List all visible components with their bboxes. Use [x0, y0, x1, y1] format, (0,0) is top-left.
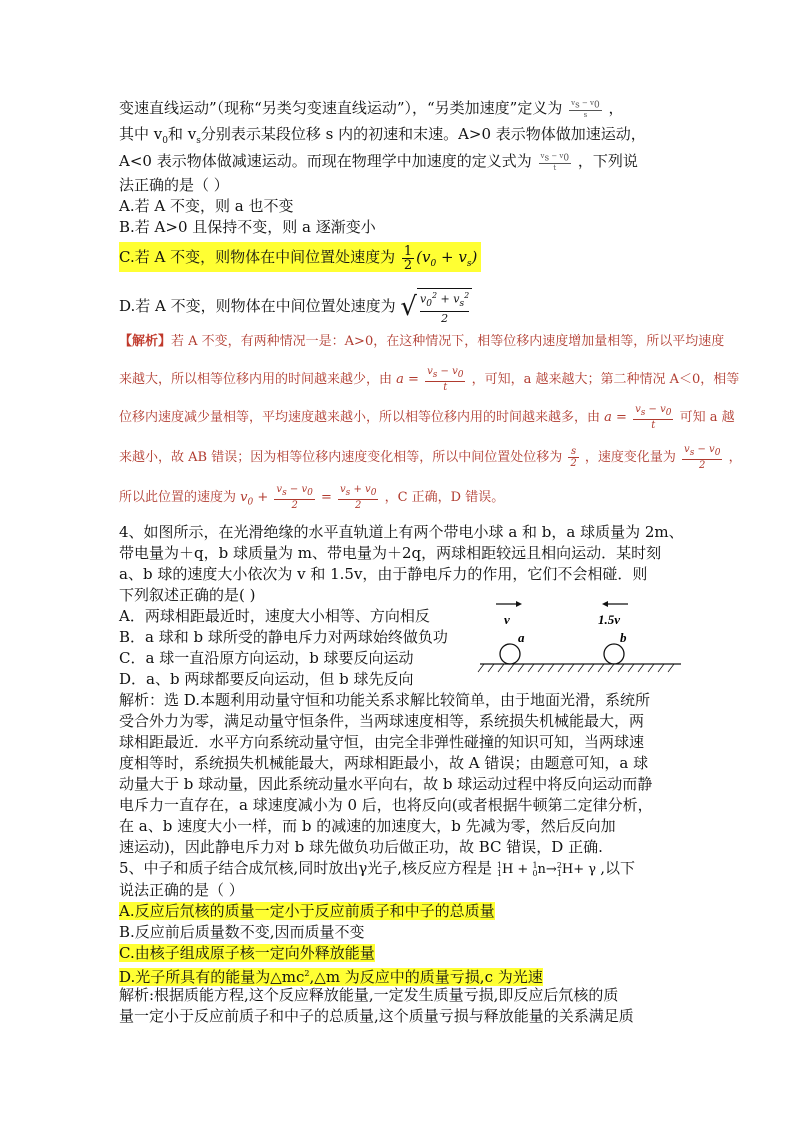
- t: 1: [532, 860, 538, 870]
- b-label: b: [620, 630, 627, 645]
- t: 0: [307, 488, 313, 498]
- t: − v: [645, 404, 666, 415]
- p3-analysis-2: [119, 366, 739, 393]
- t: − v: [694, 444, 715, 455]
- p4-option-c: C．a 球一直沿原方向运动，b 球要反向运动: [119, 649, 414, 667]
- t: 0: [457, 370, 464, 380]
- p3-option-d: [119, 284, 472, 328]
- t: s: [196, 136, 201, 146]
- t: a =: [604, 410, 627, 425]
- t: 5、中子和质子结合成氘核,同时放出γ光子,核反应方程是: [119, 859, 493, 877]
- p4-line-1: 4、如图所示，在光滑绝缘的水平直轨道上有两个带电小球 a 和 b，a 球质量为 2m、: [119, 523, 684, 541]
- v2-label: 1.5v: [598, 612, 621, 627]
- p4-solution-5: 动量大于 b 球动量，因此系统动量水平向右，故 b 球运动过程中将反向运动而静: [119, 775, 653, 793]
- t: →: [545, 862, 557, 877]
- p3-analysis-5: [119, 484, 504, 513]
- v-label: v: [504, 612, 510, 627]
- t: D.若 A 不变，则物体在中间位置处速度为: [119, 297, 396, 315]
- t: 0: [426, 298, 432, 309]
- t: 0: [714, 448, 721, 458]
- p3-text: 变速直线运动”（现称“另类匀变速直线运动”），“另类加速度”定义为: [119, 99, 563, 117]
- t: v: [684, 444, 690, 455]
- t: − v: [286, 484, 308, 495]
- p3-option-b: B.若 A>0 且保持不变，则 a 逐渐变小: [119, 218, 376, 236]
- t: 0: [665, 408, 672, 418]
- t: s: [345, 488, 351, 498]
- p4-solution-1: 解析：选 D.本题利用动量守恒和功能关系求解比较简单，由于地面光滑，系统所: [119, 691, 651, 709]
- t: v: [427, 366, 433, 377]
- t: + v: [350, 484, 371, 495]
- t: H: [561, 862, 574, 877]
- t: 2: [291, 500, 298, 511]
- t: s: [568, 446, 578, 458]
- t: 0: [162, 136, 168, 146]
- highlight: [119, 242, 481, 272]
- t: 可知 a 越: [679, 410, 735, 425]
- t: ，速度变化量为: [584, 450, 676, 465]
- p4-solution-4: 度相等时，系统损失机械能最大，两球相距最小，故 A 错误；由题意可知，a 球: [119, 754, 649, 772]
- an-frac: [633, 404, 673, 431]
- p3-analysis-4: [119, 444, 742, 471]
- t: A<0 表示物体做减速运动。而现在物理学中加速度的定义式为: [119, 152, 532, 170]
- t: (v: [416, 248, 431, 266]
- t: − v: [549, 152, 564, 161]
- p5-option-a: [119, 901, 495, 921]
- ball-b: [604, 644, 624, 664]
- p4-solution-3: 球相距最近．水平方向系统动量守恒，由完全非弹性碰撞的知识可知，当两球速: [119, 733, 645, 751]
- p3-line-4: 法正确的是（ ）: [119, 176, 229, 194]
- t: +: [253, 490, 269, 505]
- t: 其中 v: [119, 125, 163, 143]
- t: 0: [247, 497, 254, 508]
- t: 若 A 不变，有两种情况一是：A>0，在这种情况下，相等位移内速度增加量相等，所以平均速度: [171, 334, 725, 349]
- v0-term: [240, 490, 269, 508]
- t: v: [540, 152, 545, 161]
- t: v: [571, 99, 576, 108]
- p3-option-a: A.若 A 不变，则 a 也不变: [119, 197, 294, 215]
- t: s: [575, 100, 580, 111]
- def-A-formula: [569, 99, 602, 118]
- t: 1: [496, 860, 502, 870]
- t: v: [635, 404, 641, 415]
- t: − v: [437, 366, 458, 377]
- avg-frac: [338, 484, 378, 511]
- t: ，下列说: [577, 152, 638, 170]
- t: 来越大，所以相等位移内用的时间越来越少，由: [119, 372, 393, 387]
- dv-frac-2: [274, 484, 314, 511]
- p4-solution-7: 在 a、b 速度大小一样，而 b 的减速的加速度大，b 先减为零，然后反向加: [119, 817, 616, 835]
- t: 0: [430, 259, 437, 269]
- p3-analysis-3: [119, 404, 735, 431]
- p3-line-1: [119, 98, 624, 119]
- t: s: [544, 153, 550, 164]
- t: 2: [570, 458, 577, 469]
- t: D.光子所具有的能量为△mc: [119, 968, 305, 986]
- an-frac: [425, 366, 465, 393]
- t: 和 v: [167, 125, 197, 143]
- p3-line-2: [119, 124, 646, 151]
- t: 1: [496, 868, 502, 878]
- t: =: [320, 490, 332, 505]
- t: 1: [403, 243, 413, 259]
- t: 2: [304, 969, 310, 978]
- t: ,△m 为反应中的质量亏损,c 为光速: [309, 968, 543, 986]
- t: s: [432, 370, 438, 380]
- analysis-tag: 【解析】: [119, 334, 172, 349]
- t: s: [466, 259, 472, 269]
- t: + v: [437, 292, 460, 306]
- p5-solution-2: 量一定小于反应前质子和中子的总质量,这个质量亏损与释放能量的关系满足质: [119, 1007, 634, 1025]
- a-label: a: [518, 630, 525, 645]
- p4-solution-8: 速运动)，因此静电斥力对 b 球先做负功后做正功，故 BC 错误，D 正确.: [119, 838, 603, 856]
- t: 2: [355, 500, 362, 511]
- t: 所以此位置的速度为: [119, 490, 237, 505]
- t: 2: [403, 257, 413, 273]
- sqrt-radicand: [417, 288, 472, 326]
- t: s: [282, 488, 287, 498]
- t: 2: [441, 311, 449, 325]
- t: 分别表示某段位移 s 内的初速和末速。A>0 表示物体做加速运动，: [200, 125, 646, 143]
- t: +: [513, 862, 533, 877]
- p5-option-c: [119, 943, 375, 963]
- p5-solution-1: 解析:根据质能方程,这个反应释放能量,一定发生质量亏损,即反应后氘核的质: [119, 986, 619, 1004]
- t: 0: [370, 488, 377, 498]
- def-a-formula: [539, 152, 572, 171]
- t: 0: [563, 153, 570, 164]
- p4-option-a: A．两球相距最近时，速度大小相等、方向相反: [119, 607, 430, 625]
- p3-option-c: [119, 239, 481, 275]
- t: 2: [464, 291, 470, 301]
- p4-option-b: B．a 球和 b 球所受的静电斥力对两球始终做负功: [119, 628, 448, 646]
- arrow-left-head: [602, 601, 608, 607]
- t: ，可知，a 越来越大；第二种情况 A＜0，相等: [471, 372, 740, 387]
- sqrt-symbol: √: [400, 292, 417, 322]
- optc-expr: [416, 248, 478, 269]
- highlight: C.由核子组成原子核一定向外释放能量: [119, 944, 375, 962]
- t: s: [459, 298, 465, 309]
- t: 1: [556, 868, 562, 878]
- t: ): [471, 248, 478, 266]
- p5-option-d: [119, 964, 543, 987]
- t: 2: [556, 860, 562, 870]
- t: 2: [431, 291, 438, 301]
- t: n: [537, 862, 546, 877]
- p3-analysis-1: [119, 332, 724, 352]
- half-fraction: [402, 245, 414, 272]
- p5-option-b: B.反应前后质量数不变,因而质量不变: [119, 923, 365, 941]
- arrow-right-head: [516, 601, 522, 607]
- t: s: [640, 408, 646, 418]
- highlight: A.反应后氘核的质量一定小于反应前质子和中子的总质量: [119, 902, 495, 920]
- t: s: [689, 448, 695, 458]
- t: t: [651, 420, 656, 431]
- t: + v: [436, 248, 467, 266]
- t: t: [553, 163, 557, 172]
- p4-line-4: 下列叙述正确的是( ): [119, 586, 256, 604]
- t: H: [501, 862, 514, 877]
- t: t: [443, 382, 448, 393]
- p4-solution-6: 电斥力一直存在，a 球速度减小为 0 后，也将反向(或者根据牛顿第二定律分析，: [119, 796, 653, 814]
- p3-line-3: [119, 151, 638, 172]
- highlight: [119, 968, 543, 986]
- dv-frac: [682, 444, 722, 471]
- t: 来越小，故 AB 错误；因为相等位移内速度变化相等，所以中间位置处位移为: [119, 450, 563, 465]
- t: 位移内速度减少量相等，平均速度越来越小，所以相等位移内用的时间越来越多，由: [119, 410, 601, 425]
- half-s: [568, 446, 578, 469]
- t: ，C 正确，D 错误。: [384, 490, 505, 505]
- t: − v: [579, 99, 595, 108]
- p4-solution-2: 受合外力为零，满足动量守恒条件，当两球速度相等，系统损失机械能最大，两: [119, 712, 645, 730]
- t: C.若 A 不变，则物体在中间位置处速度为: [119, 248, 396, 266]
- t: ，: [728, 450, 742, 465]
- t: 2: [699, 460, 706, 471]
- t: 0: [532, 868, 538, 878]
- p4-line-2: 带电量为＋q，b 球质量为 m、带电量为＋2q，两球相距较远且相向运动．某时刻: [119, 544, 662, 562]
- p5-line-1: [119, 858, 635, 880]
- nuclear-equation: [497, 862, 600, 877]
- t: + γ: [573, 862, 597, 877]
- t: v: [420, 292, 427, 306]
- t: 0: [594, 100, 600, 111]
- t: s: [583, 110, 588, 119]
- ball-a: [500, 644, 520, 664]
- p3-text: ，: [608, 99, 624, 117]
- t: a =: [396, 372, 419, 387]
- two-balls-figure: [476, 596, 686, 676]
- t: v: [240, 490, 248, 505]
- t: ,以下: [600, 859, 635, 877]
- sqrt-formula: [400, 285, 472, 329]
- t: v: [276, 484, 283, 495]
- ground-hatch: [478, 664, 674, 672]
- p4-option-d: D．a、b 两球都要反向运动，但 b 球先反向: [119, 670, 414, 688]
- t: v: [340, 484, 346, 495]
- p5-line-2: 说法正确的是（ ）: [119, 881, 244, 899]
- p4-line-3: a、b 球的速度大小依次为 v 和 1.5v，由于静电斥力的作用，它们不会相碰．则: [119, 565, 648, 583]
